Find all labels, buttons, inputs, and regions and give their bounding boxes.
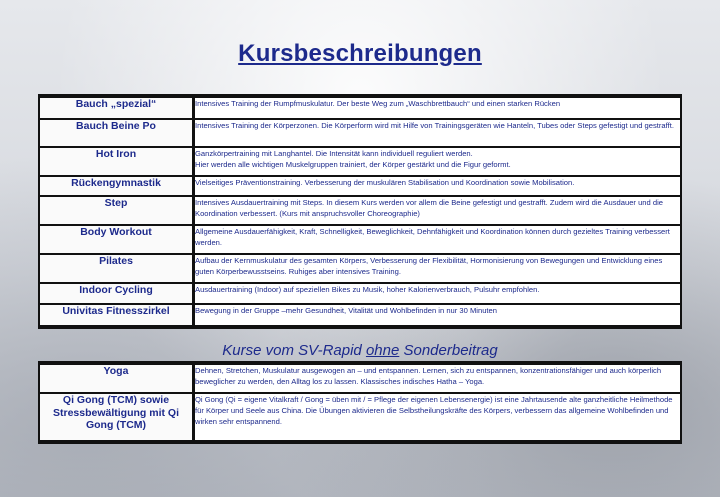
course-row xyxy=(40,197,680,224)
course-row xyxy=(40,394,680,440)
course-row xyxy=(40,255,680,282)
course-row xyxy=(40,120,680,146)
course-row xyxy=(40,98,680,118)
subtitle-underlined: ohne xyxy=(365,342,400,359)
course-description: Bewegung in der Gruppe –mehr Gesundheit, Vitalität und Wohlbefinden in nur 30 Minuten xyxy=(195,305,680,325)
course-name: Indoor Cycling xyxy=(40,284,195,303)
course-row xyxy=(40,177,680,195)
section-subtitle xyxy=(0,342,720,359)
course-description: Allgemeine Ausdauerfähigkeit, Kraft, Schnelligkeit, Beweglichkeit, Dehnfähigkeit und Koordination können durch gezieltes Training verbessert werden. xyxy=(195,226,680,253)
course-name: Rückengymnastik xyxy=(40,177,195,195)
course-name: Body Workout xyxy=(40,226,195,253)
course-description: Intensives Ausdauertraining mit Steps. In diesem Kurs werden vor allem die Beine gefestigt und gestrafft. Zudem wird die Ausdauer und die Koordination verbessert. (Kurs mit anspruchsvoller Choreographie) xyxy=(195,197,680,224)
course-row xyxy=(40,226,680,253)
course-description: Ganzkörpertraining mit Langhantel. Die Intensität kann individuell reguliert werden. Hier werden alle wichtigen Muskelgruppen trainiert, der Körper gestärkt und die Figur geformt. xyxy=(195,148,680,175)
course-name: Bauch „spezial“ xyxy=(40,98,195,118)
page-title: Kursbeschreibungen xyxy=(238,40,482,67)
course-description: Intensives Training der Rumpfmuskulatur. Der beste Weg zum „Waschbrettbauch“ und einen starken Rücken xyxy=(195,98,680,118)
course-name: Yoga xyxy=(40,365,195,392)
course-description: Qi Gong (Qi = eigene Vitalkraft / Gong = üben mit / = Pflege der eigenen Lebensenergie) ist eine Jahrtausende alte ganzheitliche Heilmethode für Körper und Seele aus China. Die Übungen aktivieren die Selbstheilungskräfte des Körpers, verbessern das allgemeine Wohlbefinden und wirken sehr entspannend. xyxy=(195,394,680,440)
course-name: Qi Gong (TCM) sowie Stressbewältigung mit Qi Gong (TCM) xyxy=(40,394,195,440)
course-row xyxy=(40,284,680,303)
course-row xyxy=(40,305,680,325)
course-row xyxy=(40,148,680,175)
course-name: Univitas Fitnesszirkel xyxy=(40,305,195,325)
course-description: Ausdauertraining (Indoor) auf speziellen Bikes zu Musik, hoher Kalorienverbrauch, Pulsuhr empfohlen. xyxy=(195,284,680,303)
course-name: Hot Iron xyxy=(40,148,195,175)
extra-course-table xyxy=(38,361,682,444)
course-row xyxy=(40,365,680,392)
course-name: Bauch Beine Po xyxy=(40,120,195,146)
course-name: Step xyxy=(40,197,195,224)
course-table xyxy=(38,94,682,329)
subtitle-text-1: Kurse vom SV-Rapid xyxy=(222,342,366,359)
course-description: Vielseitiges Präventionstraining. Verbesserung der muskulären Stabilisation und Koordination sowie Mobilisation. xyxy=(195,177,680,195)
course-description: Intensives Training der Körperzonen. Die Körperform wird mit Hilfe von Trainingsgeräten wie Hanteln, Tubes oder Steps gefestigt und gestrafft. xyxy=(195,120,680,146)
course-description: Dehnen, Stretchen, Muskulatur ausgewogen an – und entspannen. Lernen, sich zu entspannen, konzentrationsfähiger und auch körperlich beweglicher zu werden, den Alltag los zu lassen. Klassisches indisches Hatha – Yoga. xyxy=(195,365,680,392)
course-description: Aufbau der Kernmuskulatur des gesamten Körpers, Verbesserung der Flexibilität, Hormonisierung von Bewegungen und Entwicklung eines guten Körperbewusstseins. Ruhiges aber intensives Training. xyxy=(195,255,680,282)
course-name: Pilates xyxy=(40,255,195,282)
subtitle-text-2: Sonderbeitrag xyxy=(399,342,498,359)
